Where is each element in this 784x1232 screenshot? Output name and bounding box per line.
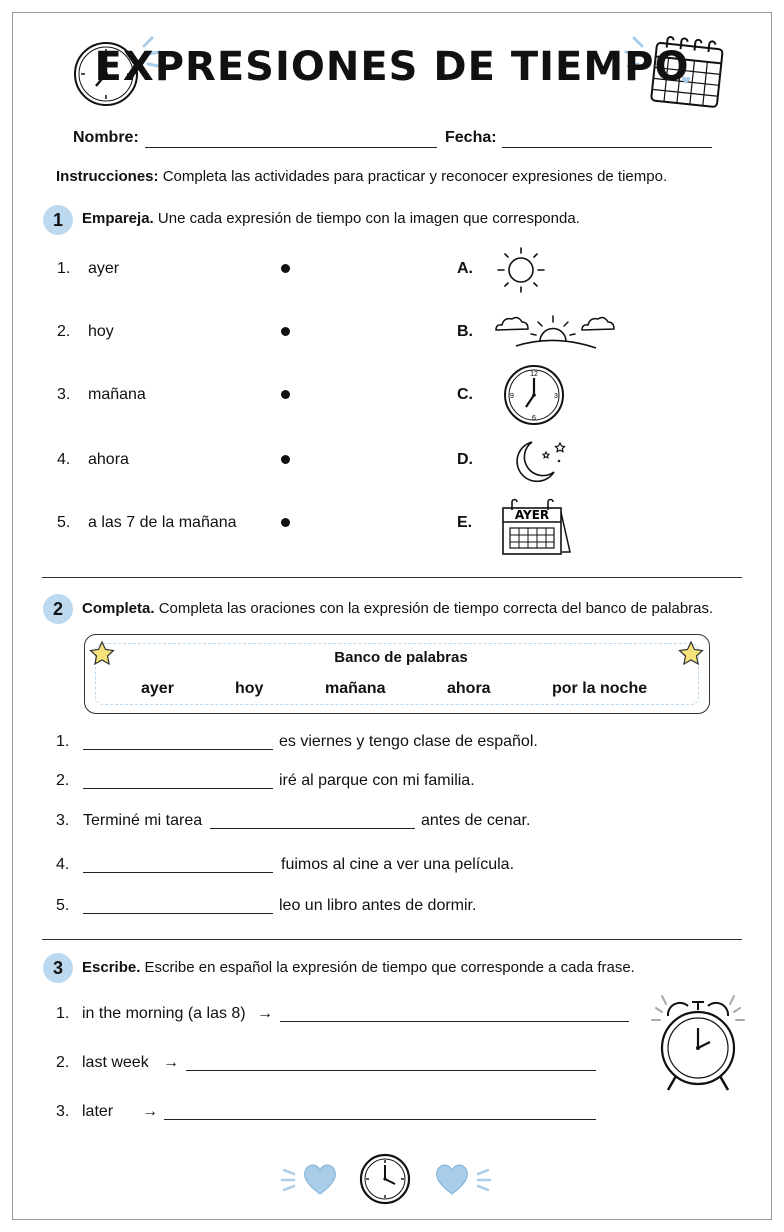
word-bank bbox=[84, 634, 710, 714]
sentence-blank[interactable] bbox=[83, 749, 273, 750]
section1-badge: 1 bbox=[43, 205, 73, 235]
section1-label: Empareja. bbox=[82, 210, 154, 227]
match-num: 2. bbox=[57, 323, 71, 340]
alarm-clock-icon bbox=[650, 990, 746, 1098]
match-word: ayer bbox=[88, 260, 120, 277]
date-line[interactable] bbox=[502, 147, 712, 148]
match-num: 4. bbox=[57, 451, 71, 468]
clock-number: 12 bbox=[530, 371, 538, 378]
match-num: 1. bbox=[57, 260, 71, 277]
sentence-num: 2. bbox=[56, 772, 70, 789]
clock-number: 9 bbox=[510, 393, 514, 400]
bank-word: ayer bbox=[141, 680, 174, 697]
sun-icon bbox=[495, 246, 547, 294]
arrow-icon: → bbox=[257, 1005, 273, 1022]
section2-heading bbox=[82, 600, 713, 617]
translate-phrase: last week bbox=[82, 1054, 149, 1071]
date-label: Fecha: bbox=[445, 129, 497, 146]
match-letter: B. bbox=[457, 323, 473, 340]
clock-icon bbox=[502, 364, 566, 426]
sentence-blank[interactable] bbox=[83, 872, 273, 873]
sentence-num: 4. bbox=[56, 856, 70, 873]
desk-calendar-icon bbox=[500, 498, 574, 558]
match-word: ahora bbox=[88, 451, 129, 468]
sentence-blank[interactable] bbox=[83, 913, 273, 914]
instructions-label: Instrucciones: bbox=[56, 168, 159, 185]
section2-text: Completa las oraciones con la expresión de tiempo correcta del banco de palabras. bbox=[158, 600, 714, 617]
translate-num: 3. bbox=[56, 1103, 70, 1120]
instructions-text: Completa las actividades para practicar y reconocer expresiones de tiempo. bbox=[162, 168, 668, 185]
section2-badge: 2 bbox=[43, 594, 73, 624]
match-word: hoy bbox=[88, 323, 114, 340]
section3-badge: 3 bbox=[43, 953, 73, 983]
heart-left-icon bbox=[302, 1162, 338, 1196]
match-dot[interactable] bbox=[281, 455, 290, 464]
match-letter: D. bbox=[457, 451, 473, 468]
translate-num: 2. bbox=[56, 1054, 70, 1071]
bank-word: por la noche bbox=[552, 680, 648, 697]
sentence-blank[interactable] bbox=[83, 788, 273, 789]
section1-text: Une cada expresión de tiempo con la imagen que corresponda. bbox=[157, 210, 580, 227]
sentence-num: 1. bbox=[56, 733, 70, 750]
sparkle-lines-right-icon bbox=[472, 1164, 492, 1194]
bank-word: hoy bbox=[235, 680, 264, 697]
section3-text: Escribe en español la expresión de tiempo que corresponde a cada frase. bbox=[144, 959, 635, 976]
name-line[interactable] bbox=[145, 147, 437, 148]
translate-blank[interactable] bbox=[280, 1021, 629, 1022]
sentence-num: 5. bbox=[56, 897, 70, 914]
sunrise-icon bbox=[494, 306, 618, 352]
moon-stars-icon bbox=[510, 438, 572, 486]
page-title: EXPRESIONES DE TIEMPO bbox=[94, 44, 690, 90]
section3-label: Escribe. bbox=[82, 959, 141, 976]
word-bank-title: Banco de palabras bbox=[334, 649, 468, 666]
arrow-icon: → bbox=[163, 1054, 179, 1071]
sentence-before: Terminé mi tarea bbox=[83, 812, 203, 829]
match-dot[interactable] bbox=[281, 327, 290, 336]
match-letter: A. bbox=[457, 260, 473, 277]
bank-word: ahora bbox=[447, 680, 491, 697]
match-dot[interactable] bbox=[281, 390, 290, 399]
section2-label: Completa. bbox=[82, 600, 155, 617]
match-num: 3. bbox=[57, 386, 71, 403]
section-divider bbox=[42, 577, 742, 578]
clock-number: 3 bbox=[554, 393, 558, 400]
translate-phrase: later bbox=[82, 1103, 114, 1120]
heart-right-icon bbox=[434, 1162, 470, 1196]
sentence-after: fuimos al cine a ver una película. bbox=[281, 856, 515, 873]
clock-number: 6 bbox=[532, 415, 536, 422]
match-word: mañana bbox=[88, 386, 146, 403]
sentence-after: leo un libro antes de dormir. bbox=[279, 897, 477, 914]
instructions bbox=[56, 168, 667, 185]
sentence-after: antes de cenar. bbox=[421, 812, 531, 829]
match-letter: C. bbox=[457, 386, 473, 403]
calendar-word: AYER bbox=[514, 508, 550, 522]
match-num: 5. bbox=[57, 514, 71, 531]
bank-word: mañana bbox=[325, 680, 386, 697]
sparkle-lines-left-icon bbox=[280, 1164, 300, 1194]
match-dot[interactable] bbox=[281, 518, 290, 527]
footer-clock-icon bbox=[358, 1152, 412, 1206]
match-word: a las 7 de la mañana bbox=[88, 514, 237, 531]
match-letter: E. bbox=[457, 514, 473, 531]
translate-blank[interactable] bbox=[186, 1070, 596, 1071]
match-dot[interactable] bbox=[281, 264, 290, 273]
translate-num: 1. bbox=[56, 1005, 70, 1022]
sentence-blank[interactable] bbox=[210, 828, 415, 829]
section-divider bbox=[42, 939, 742, 940]
sentence-num: 3. bbox=[56, 812, 70, 829]
sentence-after: es viernes y tengo clase de español. bbox=[279, 733, 538, 750]
translate-blank[interactable] bbox=[164, 1119, 596, 1120]
section1-heading bbox=[82, 210, 580, 227]
section3-heading bbox=[82, 959, 635, 976]
translate-phrase: in the morning (a las 8) bbox=[82, 1005, 246, 1022]
sentence-after: iré al parque con mi familia. bbox=[279, 772, 475, 789]
name-label: Nombre: bbox=[73, 129, 139, 146]
arrow-icon: → bbox=[142, 1103, 158, 1120]
